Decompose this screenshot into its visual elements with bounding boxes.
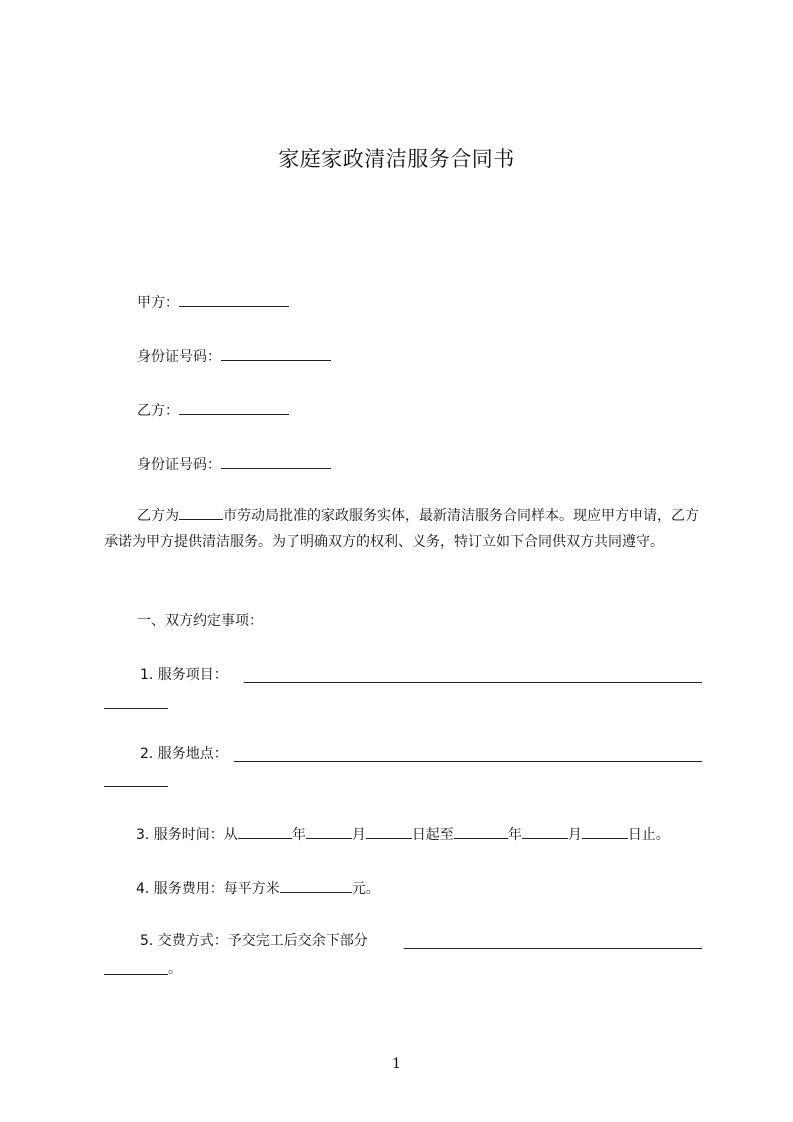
party-a-id-blank[interactable]: [221, 346, 331, 361]
party-a-blank[interactable]: [179, 292, 289, 307]
city-blank[interactable]: [179, 505, 223, 520]
party-b-id-blank[interactable]: [221, 454, 331, 469]
party-b-id-label: 身份证号码：: [137, 457, 221, 473]
service-place-blank-cont[interactable]: [104, 786, 168, 787]
start-year-label: 年: [291, 827, 306, 843]
service-time-line: [136, 824, 670, 844]
party-b-line: [137, 400, 289, 420]
end-month-blank[interactable]: [522, 824, 568, 839]
party-b-label: 乙方：: [137, 403, 179, 419]
start-year-blank[interactable]: [238, 824, 292, 839]
intro-part2: 市劳动局批准的家政服务实体，最新清洁服务合同样本。现应甲方申请，乙方承诺为甲方提供清洁服务。为了明确双方的权利、义务，特订立如下合同供双方共同遵守。: [104, 508, 699, 550]
end-day-blank[interactable]: [582, 824, 628, 839]
end-day-label: 日止。: [627, 827, 670, 843]
service-fee-label: 4. 服务费用：每平方米: [136, 881, 280, 897]
intro-part1: 乙方为: [137, 508, 179, 524]
start-month-blank[interactable]: [306, 824, 352, 839]
service-item-blank-cont[interactable]: [104, 708, 168, 709]
page-number: 1: [392, 1056, 401, 1072]
service-item-blank[interactable]: [244, 682, 702, 683]
service-fee-unit: 元。: [351, 881, 380, 897]
start-month-label: 月: [351, 827, 366, 843]
payment-blank[interactable]: [404, 948, 702, 949]
start-day-label: 日起至: [411, 827, 454, 843]
section-heading: 一、双方约定事项：: [137, 613, 263, 629]
start-day-blank[interactable]: [366, 824, 412, 839]
service-place-label: 2. 服务地点：: [140, 746, 228, 762]
end-year-blank[interactable]: [454, 824, 508, 839]
service-place-blank[interactable]: [234, 761, 702, 762]
payment-end: 。: [168, 961, 182, 977]
service-time-label: 3. 服务时间：从: [136, 827, 238, 843]
party-a-id-label: 身份证号码：: [137, 349, 221, 365]
party-b-id-line: [137, 454, 331, 474]
end-month-label: 月: [567, 827, 582, 843]
payment-label: 5. 交费方式：予交完工后交余下部分: [140, 933, 368, 949]
service-fee-blank[interactable]: [280, 878, 352, 893]
document-title: 家庭家政清洁服务合同书: [278, 147, 515, 171]
payment-blank-cont[interactable]: [104, 974, 168, 975]
service-fee-line: [136, 878, 380, 898]
service-item-label: 1. 服务项目：: [140, 667, 228, 683]
party-a-label: 甲方：: [137, 295, 179, 311]
party-b-blank[interactable]: [179, 400, 289, 415]
party-a-id-line: [137, 346, 331, 366]
party-a-line: [137, 292, 289, 312]
end-year-label: 年: [507, 827, 522, 843]
intro-paragraph: [104, 503, 704, 555]
